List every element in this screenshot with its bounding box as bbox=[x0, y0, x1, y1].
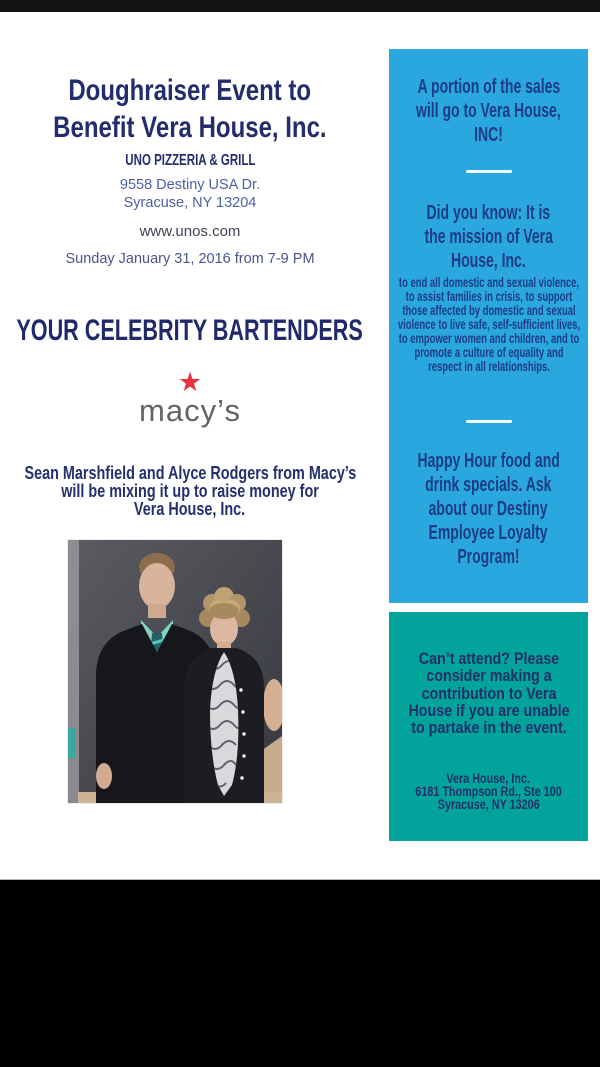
event-description-line: Sean Marshfield and Alyce Rodgers from Macy’s bbox=[24, 463, 356, 483]
venue-name: UNO PIZZERIA & GRILL bbox=[124, 152, 256, 169]
panel-divider bbox=[389, 170, 588, 173]
org-address-line: 6181 Thompson Rd., Ste 100 bbox=[415, 784, 562, 800]
happy-hour-line: Program! bbox=[457, 546, 520, 568]
mission-text-wrap bbox=[389, 276, 588, 374]
divider-line bbox=[466, 170, 512, 173]
bottom-letterbox-bar bbox=[0, 879, 600, 1067]
happy-hour-line: about our Destiny bbox=[428, 498, 548, 520]
website-url: www.unos.com bbox=[139, 223, 241, 240]
event-description-line: will be mixing it up to raise money for bbox=[61, 481, 319, 501]
org-name: Vera House, Inc. bbox=[446, 771, 531, 786]
bartenders-photo bbox=[68, 540, 282, 803]
event-title-line: Benefit Vera House, Inc. bbox=[53, 111, 327, 144]
mission-heading bbox=[389, 201, 588, 273]
event-description-line: Vera House, Inc. bbox=[134, 499, 246, 519]
sales-note-line: INC! bbox=[474, 124, 503, 146]
venue-address-line: 9558 Destiny USA Dr. bbox=[119, 177, 261, 193]
sales-note bbox=[389, 75, 588, 147]
blue-info-panel bbox=[389, 49, 588, 603]
org-address bbox=[389, 772, 588, 812]
happy-hour-line: drink specials. Ask bbox=[425, 474, 552, 496]
cant-attend-note: Can’t attend? Please consider making a contribution to Vera House if you are unable to partake in the event. bbox=[407, 649, 570, 738]
mission-heading-line: the mission of Vera bbox=[424, 226, 553, 248]
sales-note-line: will go to Vera House, bbox=[416, 100, 561, 122]
happy-hour-line: Employee Loyalty bbox=[428, 522, 549, 544]
mission-heading-line: House, Inc. bbox=[451, 250, 526, 272]
macys-logo bbox=[0, 368, 380, 427]
macys-star-icon: ★ bbox=[177, 367, 203, 397]
bartenders-heading: YOUR CELEBRITY BARTENDERS bbox=[16, 314, 364, 347]
event-title bbox=[0, 72, 380, 146]
venue-address bbox=[0, 177, 380, 212]
org-address-line: Syracuse, NY 13206 bbox=[437, 797, 540, 813]
event-title-line: Doughraiser Event to bbox=[68, 74, 312, 107]
event-description bbox=[0, 464, 380, 518]
panel-divider bbox=[389, 420, 588, 423]
happy-hour-line: Happy Hour food and bbox=[417, 450, 560, 472]
bartenders-photo-art bbox=[68, 540, 282, 803]
happy-hour-note bbox=[389, 449, 588, 569]
mission-heading-line: Did you know: It is bbox=[426, 202, 551, 224]
venue-address-line: Syracuse, NY 13204 bbox=[123, 194, 257, 211]
divider-line bbox=[466, 420, 512, 423]
mission-text: to end all domestic and sexual violence, to assist families in crisis, to support those affected by domestic and sexual violence to live safe, self-sufficient lives, to empower women and children, and to promote a culture of equality and respect in all relationships. bbox=[397, 275, 580, 374]
macys-wordmark: macy’s bbox=[139, 393, 241, 428]
sales-note-line: A portion of the sales bbox=[417, 76, 560, 98]
event-datetime: Sunday January 31, 2016 from 7-9 PM bbox=[65, 251, 315, 267]
teal-donation-panel bbox=[389, 612, 588, 841]
cant-attend-note-wrap bbox=[389, 650, 588, 736]
